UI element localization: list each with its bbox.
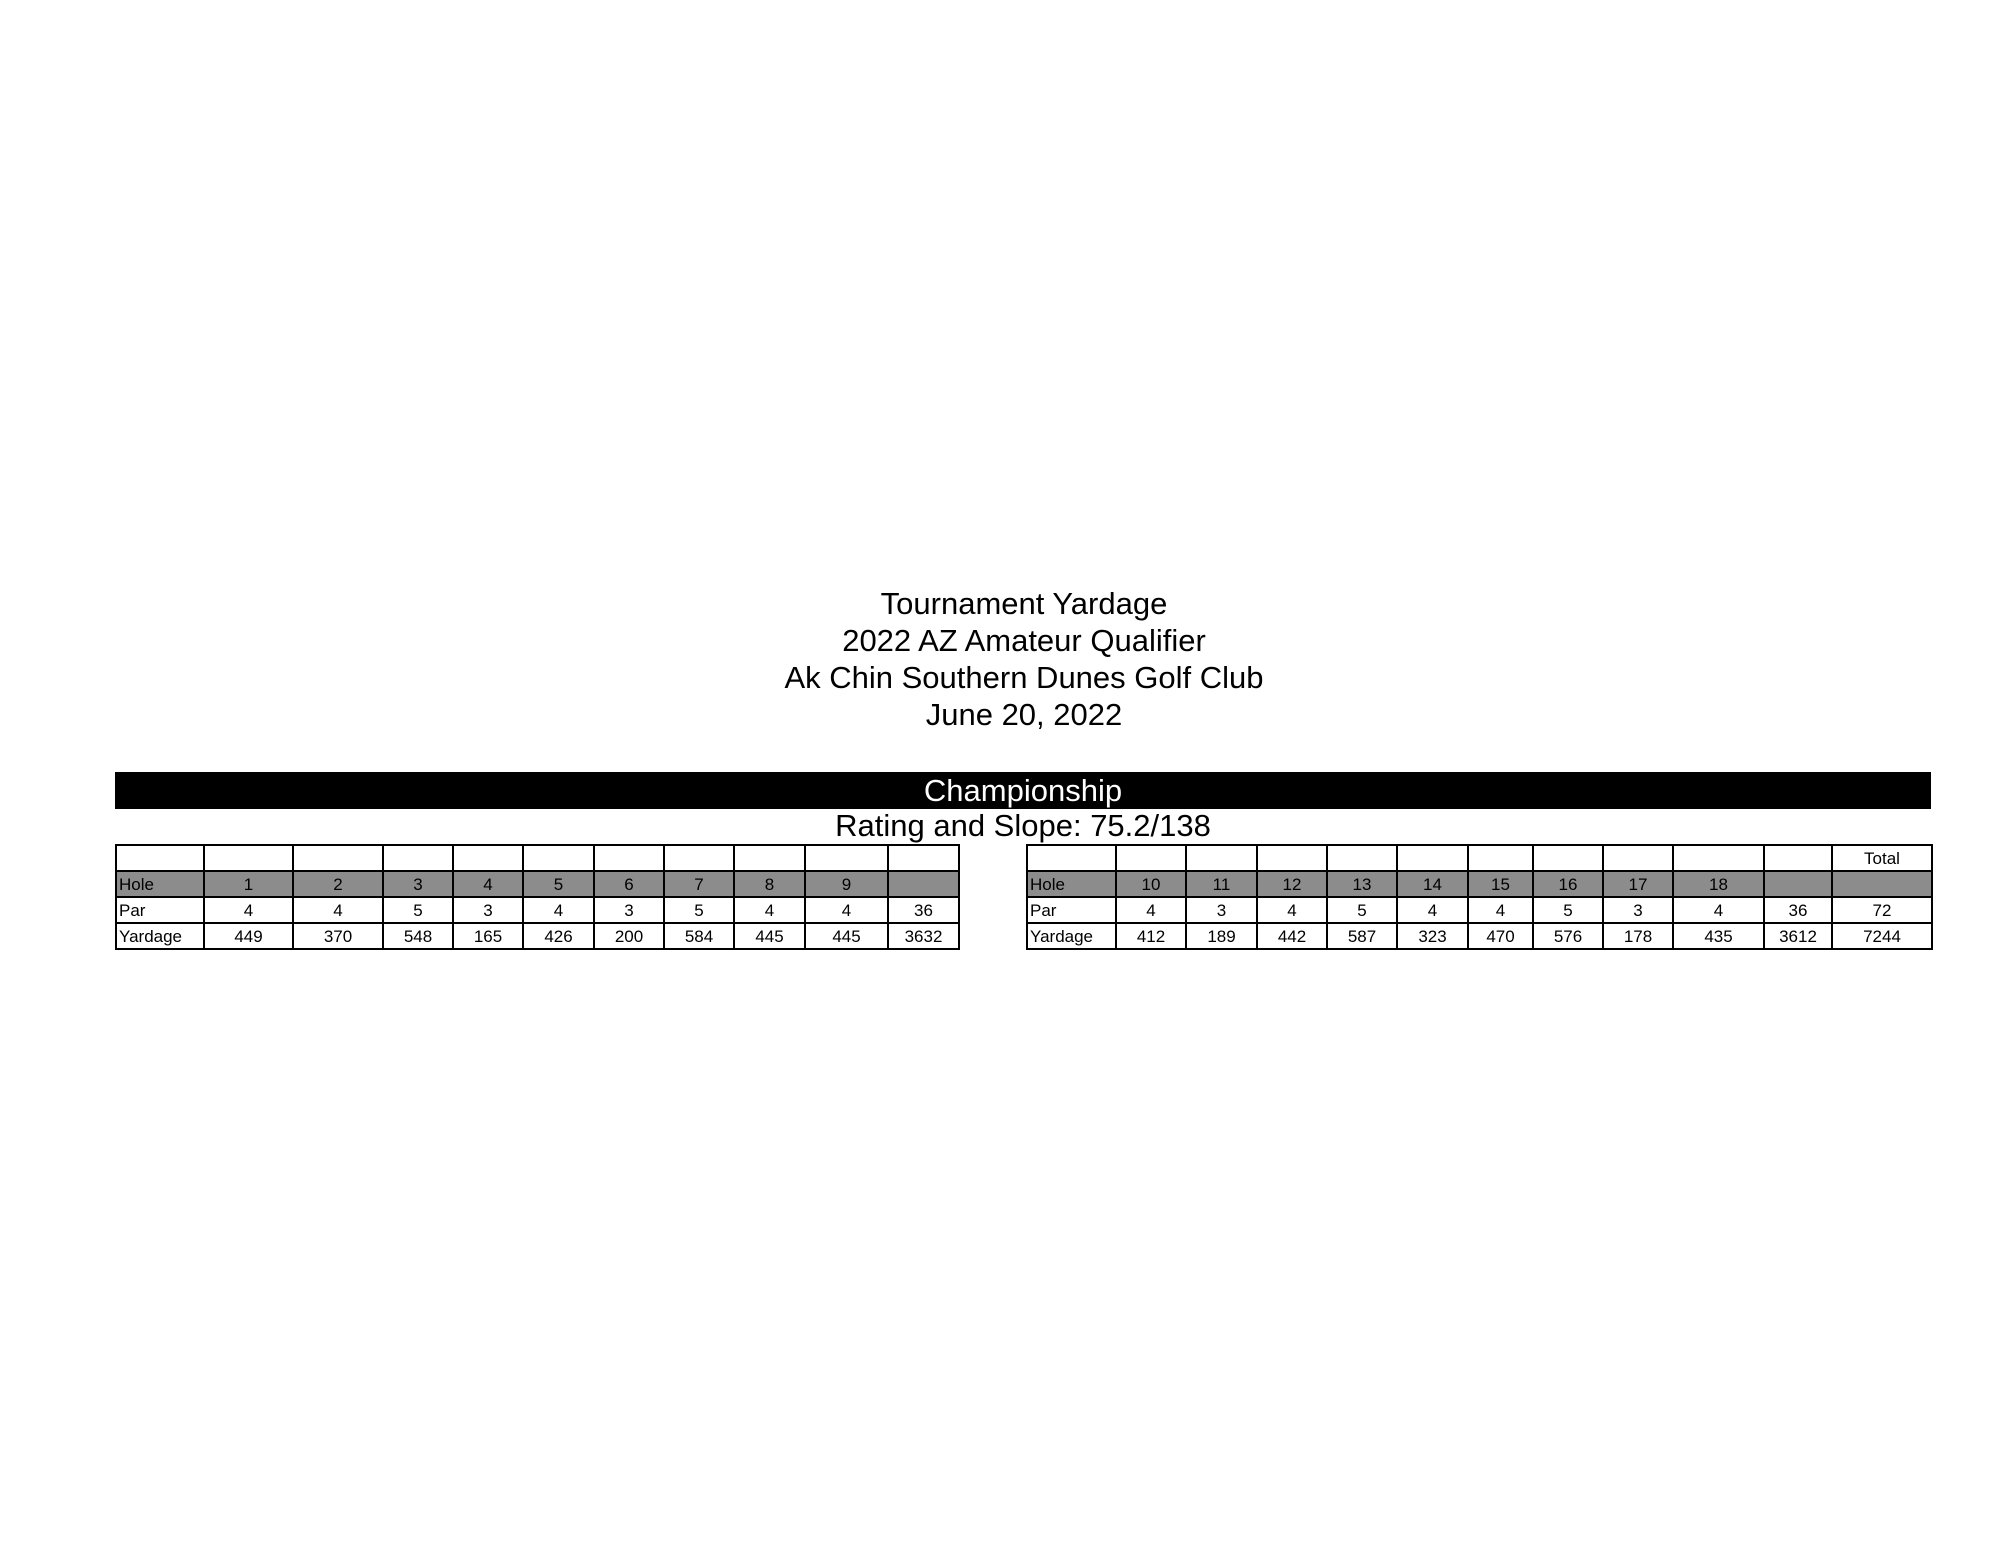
hole-number: 15	[1468, 871, 1533, 897]
hole-label: Hole	[1027, 871, 1116, 897]
blank-cell	[1468, 845, 1533, 871]
par-value: 3	[594, 897, 664, 923]
front-nine-table	[115, 844, 960, 950]
yardage-value: 165	[453, 923, 523, 949]
hole-number: 9	[805, 871, 888, 897]
blank-cell	[293, 845, 383, 871]
yardage-label: Yardage	[116, 923, 204, 949]
yardage-value: 445	[805, 923, 888, 949]
yardage-value: 412	[1116, 923, 1186, 949]
blank-cell	[453, 845, 523, 871]
yardage-value: 323	[1397, 923, 1468, 949]
out-par: 36	[888, 897, 959, 923]
yardage-value: 189	[1186, 923, 1257, 949]
hole-number: 18	[1673, 871, 1764, 897]
in-hole-cell	[1764, 871, 1832, 897]
venue-name: Ak Chin Southern Dunes Golf Club	[784, 660, 1264, 695]
yardage-value: 449	[204, 923, 293, 949]
hole-number: 4	[453, 871, 523, 897]
hole-number: 1	[204, 871, 293, 897]
yardage-value: 200	[594, 923, 664, 949]
document-header	[0, 585, 1999, 733]
par-value: 4	[1468, 897, 1533, 923]
out-hole-cell	[888, 871, 959, 897]
front-header-row	[116, 845, 959, 871]
event-date: June 20, 2022	[925, 697, 1123, 732]
hole-number: 5	[523, 871, 594, 897]
hole-number: 16	[1533, 871, 1603, 897]
yardage-value: 435	[1673, 923, 1764, 949]
yardage-value: 442	[1257, 923, 1327, 949]
hole-label: Hole	[116, 871, 204, 897]
par-value: 5	[383, 897, 453, 923]
blank-cell	[1533, 845, 1603, 871]
par-label: Par	[1027, 897, 1116, 923]
back-nine-table	[1026, 844, 1933, 950]
hole-number: 11	[1186, 871, 1257, 897]
hole-number: 6	[594, 871, 664, 897]
front-par-row	[116, 897, 959, 923]
yardage-value: 584	[664, 923, 734, 949]
blank-cell	[1673, 845, 1764, 871]
yardage-label: Yardage	[1027, 923, 1116, 949]
tee-name-banner: Championship	[115, 772, 1931, 809]
back-par-row	[1027, 897, 1932, 923]
yardage-value: 470	[1468, 923, 1533, 949]
yardage-value: 370	[293, 923, 383, 949]
blank-cell	[1257, 845, 1327, 871]
par-value: 3	[1603, 897, 1673, 923]
par-value: 5	[1533, 897, 1603, 923]
total-yardage: 7244	[1832, 923, 1932, 949]
par-value: 4	[1673, 897, 1764, 923]
par-value: 5	[664, 897, 734, 923]
hole-number: 7	[664, 871, 734, 897]
par-value: 4	[1257, 897, 1327, 923]
par-value: 4	[1397, 897, 1468, 923]
blank-cell	[1186, 845, 1257, 871]
par-value: 4	[1116, 897, 1186, 923]
blank-cell	[664, 845, 734, 871]
par-value: 4	[523, 897, 594, 923]
hole-number: 8	[734, 871, 805, 897]
yardage-value: 178	[1603, 923, 1673, 949]
par-value: 3	[453, 897, 523, 923]
rating-slope: Rating and Slope: 75.2/138	[835, 808, 1211, 843]
blank-cell	[1116, 845, 1186, 871]
event-name: 2022 AZ Amateur Qualifier	[842, 623, 1206, 658]
blank-cell	[1397, 845, 1468, 871]
blank-cell	[594, 845, 664, 871]
blank-cell	[1027, 845, 1116, 871]
yardage-value: 426	[523, 923, 594, 949]
back-yardage-row	[1027, 923, 1932, 949]
document-title: Tournament Yardage	[880, 586, 1168, 621]
yardage-value: 576	[1533, 923, 1603, 949]
total-header: Total	[1832, 845, 1932, 871]
hole-number: 10	[1116, 871, 1186, 897]
blank-cell	[523, 845, 594, 871]
blank-cell	[1764, 845, 1832, 871]
hole-number: 13	[1327, 871, 1397, 897]
blank-cell	[116, 845, 204, 871]
front-hole-row	[116, 871, 959, 897]
blank-cell	[1603, 845, 1673, 871]
out-yardage: 3632	[888, 923, 959, 949]
blank-cell	[734, 845, 805, 871]
hole-number: 14	[1397, 871, 1468, 897]
total-hole-cell	[1832, 871, 1932, 897]
yardage-value: 548	[383, 923, 453, 949]
in-yardage: 3612	[1764, 923, 1832, 949]
hole-number: 3	[383, 871, 453, 897]
blank-cell	[204, 845, 293, 871]
back-header-row	[1027, 845, 1932, 871]
par-value: 4	[204, 897, 293, 923]
hole-number: 12	[1257, 871, 1327, 897]
par-value: 4	[293, 897, 383, 923]
yardage-value: 587	[1327, 923, 1397, 949]
par-label: Par	[116, 897, 204, 923]
yardage-value: 445	[734, 923, 805, 949]
back-hole-row	[1027, 871, 1932, 897]
hole-number: 2	[293, 871, 383, 897]
blank-cell	[805, 845, 888, 871]
par-value: 5	[1327, 897, 1397, 923]
blank-cell	[1327, 845, 1397, 871]
total-par: 72	[1832, 897, 1932, 923]
par-value: 4	[734, 897, 805, 923]
blank-cell	[888, 845, 959, 871]
blank-cell	[383, 845, 453, 871]
par-value: 4	[805, 897, 888, 923]
front-yardage-row	[116, 923, 959, 949]
par-value: 3	[1186, 897, 1257, 923]
in-par: 36	[1764, 897, 1832, 923]
hole-number: 17	[1603, 871, 1673, 897]
